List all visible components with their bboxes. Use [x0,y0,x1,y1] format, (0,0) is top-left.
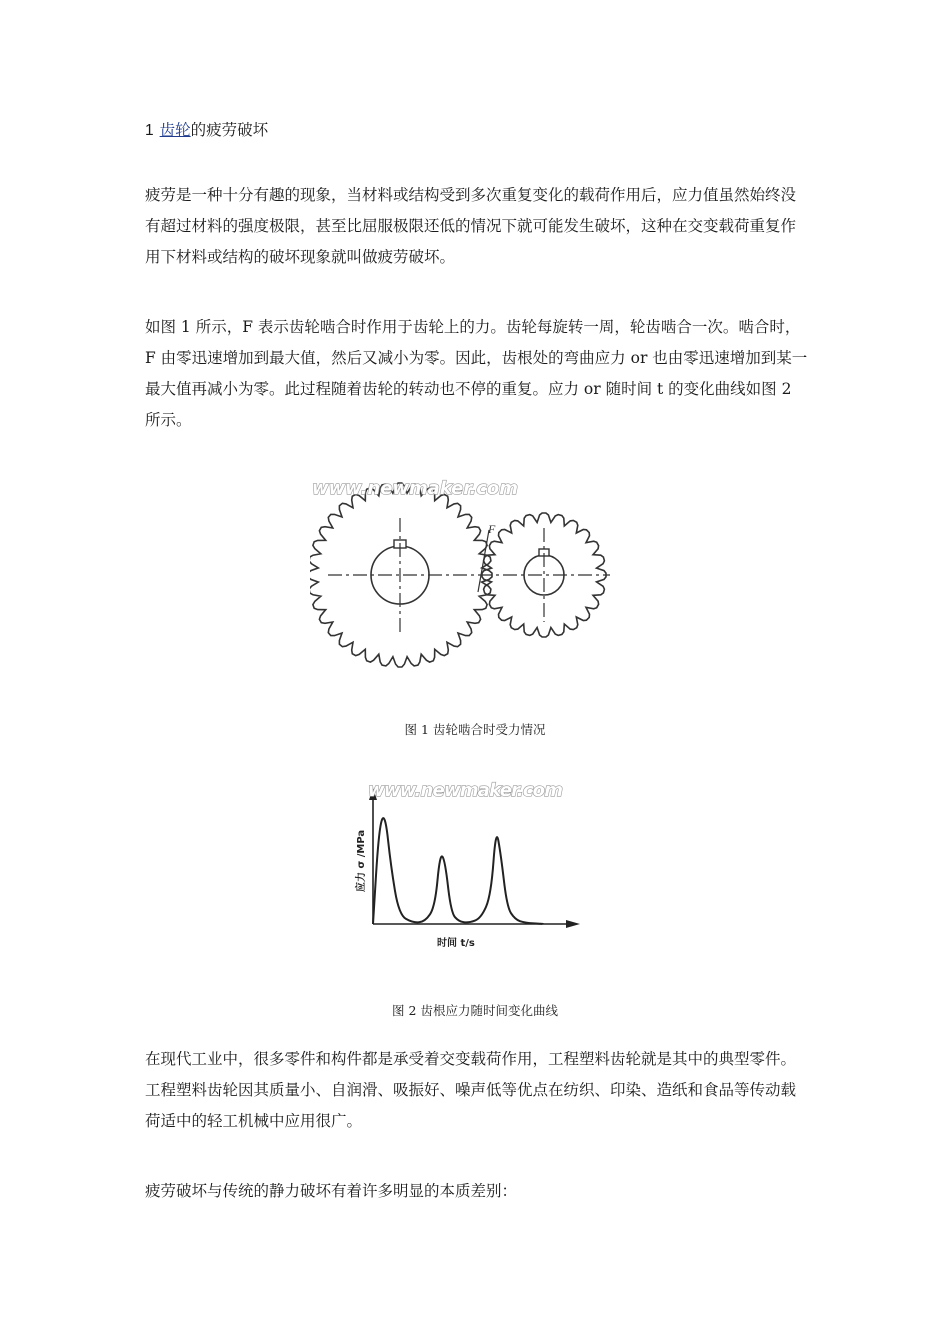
figure1-watermark: www.newmaker.com [312,478,518,499]
stress-curve [373,818,543,924]
paragraph-fatigue-vs-static: 疲劳破坏与传统的静力破坏有着许多明显的本质差别： [145,1182,518,1200]
figure1-caption: 图 1 齿轮啮合时受力情况 [404,722,546,737]
figure2-watermark: www.newmaker.com [368,780,563,801]
section-number: 1 [145,122,154,139]
stress-time-chart [340,772,600,962]
section-heading [145,118,268,143]
paragraph-plastic-gears: 在现代工业中，很多零件和构件都是承受着交变载荷作用，工程塑料齿轮就是其中的典型零件。工程塑料齿轮因其质量小、自润滑、吸振好、噪声低等优点在纺织、印染、造纸和食品等传动载荷适中的轻工机械中应用很广。 [145,1050,797,1130]
x-axis-label: 时间 t/s [437,938,475,949]
gear-mesh-figure [310,470,630,700]
gear-link[interactable]: 齿轮 [159,121,191,139]
figure2-caption: 图 2 齿根应力随时间变化曲线 [392,1003,558,1018]
section-heading-text: 的疲劳破坏 [190,121,269,139]
x-axis-arrow [566,920,580,928]
paragraph-gear-force: 如图 1 所示，F 表示齿轮啮合时作用于齿轮上的力。齿轮每旋转一周，轮齿啮合一次。啮合时，F 由零迅速增加到最大值，然后又减小为零。因此，齿根处的弯曲应力 or 也由零迅速增加到某一最大值再减小为零。此过程随着齿轮的转动也不停的重复。应力 or 随时间 t 的变化曲线如图 2 所示。 [145,318,808,429]
force-label: F [488,522,496,536]
paragraph-fatigue-definition: 疲劳是一种十分有趣的现象，当材料或结构受到多次重复变化的载荷作用后，应力值虽然始终没有超过材料的强度极限，甚至比屈服极限还低的情况下就可能发生破坏，这种在交变载荷重复作用下材料或结构的破坏现象就叫做疲劳破坏。 [145,186,797,266]
y-axis-label: 应力 σ /MPa [356,829,367,892]
